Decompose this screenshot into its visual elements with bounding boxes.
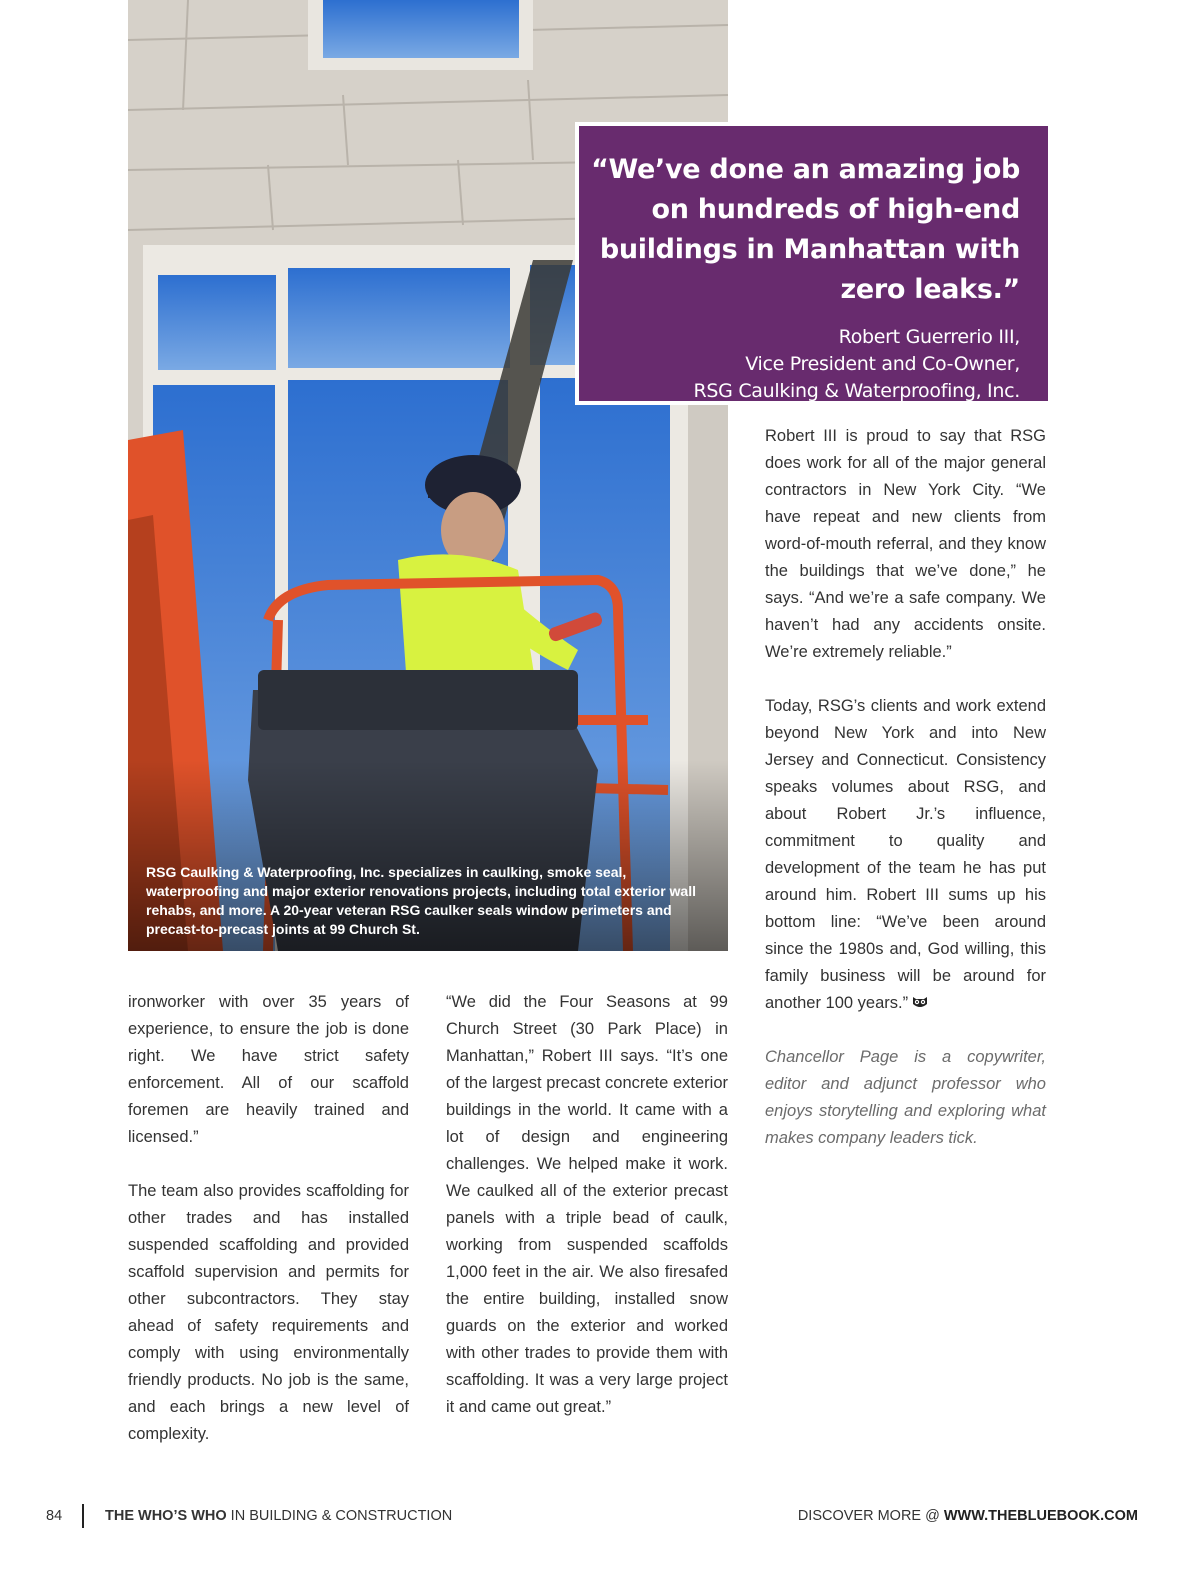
page-footer xyxy=(0,1500,1200,1532)
page-number: 84 xyxy=(46,1508,63,1524)
author-byline: Chancellor Page is a copywriter, editor and adjunct professor who enjoys storytelling and exploring what makes company leaders tick. xyxy=(765,1048,1046,1147)
publication-title xyxy=(105,1508,452,1524)
paragraph: “We did the Four Seasons at 99 Church Street (30 Park Place) in Manhattan,” Robert III says. “It’s one of the largest precast concrete exterior buildings in the world. It came with a lot of design and engineering challenges. We helped make it work. We caulked all of the exterior precast panels with a triple bead of caulk, working from suspended scaffolds 1,000 feet in the air. We also firesafed the entire building, installed snow guards on the exterior and worked with other trades to provide them with scaffolding. It was a very large project it and came out great.” xyxy=(446,993,728,1416)
quote-person-title: Vice President and Co-Owner, xyxy=(745,353,1020,375)
pull-quote-box xyxy=(575,122,1052,405)
paragraph: Robert III is proud to say that RSG does work for all of the major general contractors in New York City. “We have repeat and new clients from word-of-mouth referral, and they know the buildings that we’ve done,” he says. “And we’re a safe company. We haven’t had any accidents onsite. We’re extremely reliable.” xyxy=(765,427,1046,661)
photo-caption: RSG Caulking & Waterproofing, Inc. specializes in caulking, smoke seal, waterproofing and major exterior renovations projects, including total exterior wall rehabs, and more. A 20-year veteran RSG caulker seals window perimeters and precast-to-precast joints at 99 Church St. xyxy=(146,864,696,937)
publication-title-bold: THE WHO’S WHO xyxy=(105,1508,227,1524)
quote-person-company: RSG Caulking & Waterproofing, Inc. xyxy=(693,380,1020,402)
article-column-3 xyxy=(765,423,1046,1152)
article-column-2 xyxy=(446,989,728,1421)
closing-paragraph-text: Today, RSG’s clients and work extend beyond New York and into New Jersey and Connecticut. Consistency speaks volumes about RSG, and about Robert Jr.’s influence, commitment to quality and development of the team he has put around him. Robert III sums up his bottom line: “We’ve been around since the 1980s and, God willing, this family business will be around for another 100 years.” xyxy=(765,697,1046,1012)
footer-divider xyxy=(82,1504,84,1528)
owl-icon xyxy=(911,995,929,1009)
paragraph: The team also provides scaffolding for other trades and has installed suspended scaffolding and provided scaffold supervision and permits for other subcontractors. They stay ahead of safety requirements and comply with using environmentally friendly products. No job is the same, and each brings a new level of complexity. xyxy=(128,1182,409,1443)
pull-quote-text: “We’ve done an amazing job on hundreds of high-end buildings in Manhattan with zero leaks.” xyxy=(591,154,1020,305)
pull-quote-attribution xyxy=(579,324,1020,405)
article-column-1 xyxy=(128,989,409,1448)
website-link[interactable]: WWW.THEBLUEBOOK.COM xyxy=(943,1508,1138,1524)
quote-person-name: Robert Guerrerio III, xyxy=(838,326,1020,348)
discover-more xyxy=(798,1508,1138,1524)
publication-title-rest: IN BUILDING & CONSTRUCTION xyxy=(226,1508,453,1524)
paragraph: ironworker with over 35 years of experience, to ensure the job is done right. We have strict safety enforcement. All of our scaffold foremen are heavily trained and licensed.” xyxy=(128,993,409,1146)
discover-prefix: DISCOVER MORE @ xyxy=(797,1508,944,1524)
paragraph xyxy=(765,693,1046,1017)
pull-quote-panel xyxy=(579,126,1048,401)
